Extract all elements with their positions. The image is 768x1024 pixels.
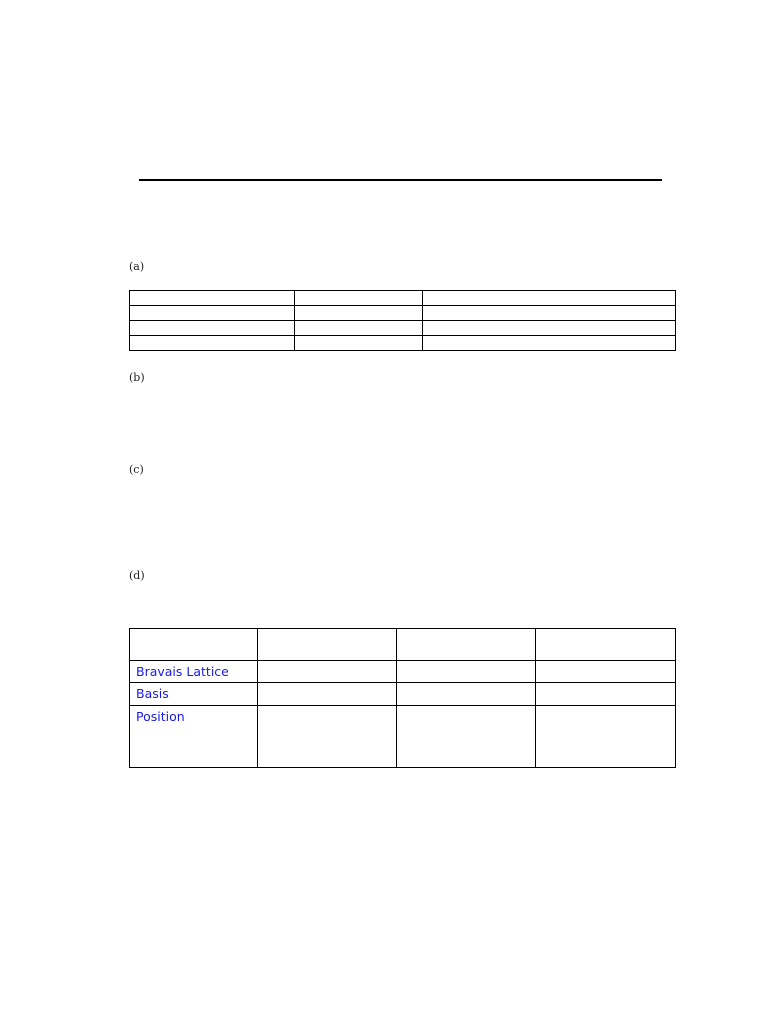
row-label-basis: Basis (130, 683, 258, 706)
section-c-label: (c) (129, 463, 144, 476)
row-label-bravais-lattice: Bravais Lattice (130, 661, 258, 683)
table-row (130, 683, 676, 706)
section-a-label: (a) (129, 260, 145, 273)
table-row (130, 306, 676, 321)
header-rule (139, 179, 662, 181)
section-b-label: (b) (129, 371, 145, 384)
table-row (130, 291, 676, 306)
table-row (130, 336, 676, 351)
table-header-row (130, 629, 676, 661)
table-a (129, 290, 676, 351)
table-d (129, 628, 676, 768)
table-row (130, 706, 676, 768)
row-label-position: Position (130, 706, 258, 768)
section-d-label: (d) (129, 569, 145, 582)
table-row (130, 661, 676, 683)
table-row (130, 321, 676, 336)
